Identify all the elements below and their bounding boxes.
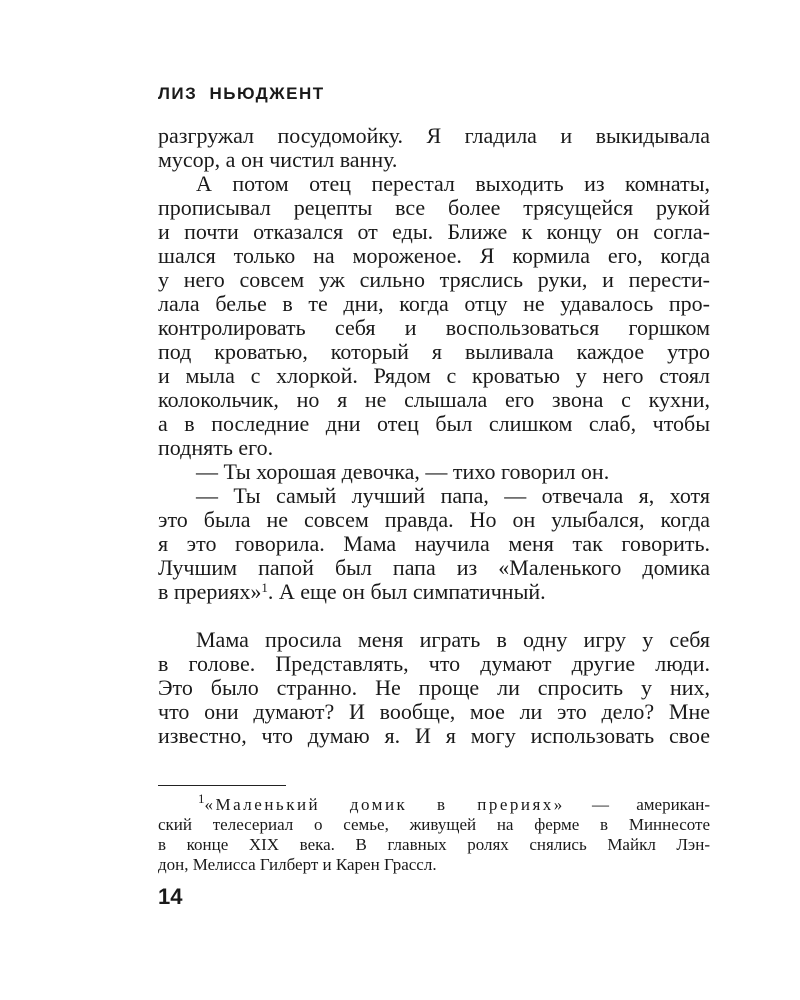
text-line: [158, 580, 710, 604]
text-line: лала белье в те дни, когда отцу не удавалось про-: [158, 291, 710, 316]
text-line: — Ты самый лучший папа, — отвечала я, хотя: [196, 483, 710, 508]
text-line: что они думают? И вообще, мое ли это дело? Мне: [158, 699, 710, 724]
text-line: известно, что думаю я. И я могу использовать свое: [158, 723, 710, 748]
text-line: в голове. Представлять, что думают другие люди.: [158, 651, 710, 676]
text-line: я это говорила. Мама научила меня так говорить.: [158, 531, 710, 556]
text-line: у него совсем уж сильно тряслись руки, и перести-: [158, 267, 710, 292]
text-line: а в последние дни отец был слишком слаб, чтобы: [158, 411, 710, 436]
text-line: это была не совсем правда. Но он улыбался, когда: [158, 507, 710, 532]
footnote-reference[interactable]: 1: [261, 580, 268, 595]
text-line: Это было странно. Не проще ли спросить у них,: [158, 675, 710, 700]
text-line: Лучшим папой был папа из «Маленького домика: [158, 555, 710, 580]
body-text-lower: [158, 628, 710, 748]
text-line: Мама просила меня играть в одну игру у себя: [196, 627, 710, 652]
footnote-line: [158, 791, 710, 815]
footnote: [158, 791, 710, 875]
running-head: ЛИЗ НЬЮДЖЕНТ: [158, 84, 325, 103]
text-line: прописывал рецепты все более трясущейся рукой: [158, 195, 710, 220]
text-line: и почти отказался от еды. Ближе к концу он согла-: [158, 219, 710, 244]
text-line: под кроватью, который я выливала каждое утро: [158, 339, 710, 364]
footnote-separator: [158, 785, 286, 786]
text-fragment: . А еще он был симпатичный.: [267, 579, 546, 604]
text-line: колокольчик, но я не слышала его звона с кухни,: [158, 387, 710, 412]
page-number: 14: [158, 884, 183, 909]
text-line: и мыла с хлоркой. Рядом с кроватью у него стоял: [158, 363, 710, 388]
footnote-line: в конце XIX века. В главных ролях снялись Майкл Лэн-: [158, 835, 710, 854]
footnote-title: «Маленький домик в прериях»: [204, 795, 565, 814]
text-fragment: в прериях»: [158, 579, 262, 604]
text-line: мусор, а он чистил ванну.: [158, 147, 398, 172]
footnote-line: ский телесериал о семье, живущей на ферме в Миннесоте: [158, 815, 710, 834]
footnote-line: дон, Мелисса Гилберт и Карен Грассл.: [158, 855, 437, 874]
text-line: — Ты хорошая девочка, — тихо говорил он.: [196, 459, 610, 484]
text-line: А потом отец перестал выходить из комнаты,: [196, 171, 710, 196]
body-text-upper: [158, 124, 710, 604]
text-line: шался только на мороженое. Я кормила его, когда: [158, 243, 710, 268]
text-line: разгружал посудомойку. Я гладила и выкидывала: [158, 123, 710, 148]
footnote-marker: 1: [198, 791, 205, 806]
text-line: поднять его.: [158, 435, 274, 460]
text-fragment: — американ-: [564, 795, 710, 814]
text-line: контролировать себя и воспользоваться горшком: [158, 315, 710, 340]
